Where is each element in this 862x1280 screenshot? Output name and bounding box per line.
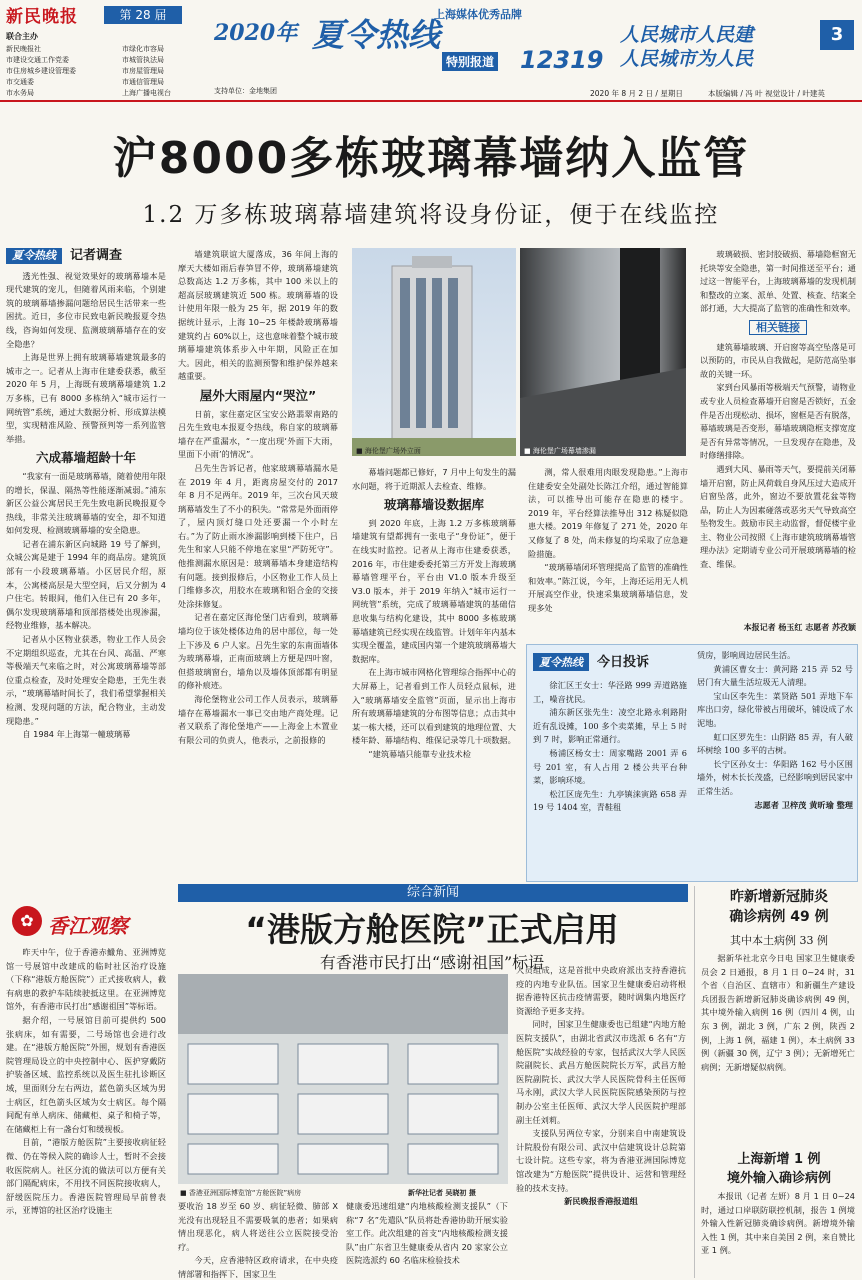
article-column xyxy=(701,1190,855,1276)
complaint-item: 杨浦区杨女士：周家嘴路 2001 弄 6 号 201 室，有人占用 2 楼公共平台种菜，影响环境。 xyxy=(533,747,687,786)
article-column xyxy=(6,946,166,1278)
sponsor: 市绿化市容局 xyxy=(122,45,164,53)
article-column xyxy=(352,466,516,880)
hk-logo-text: 香江观察 xyxy=(48,914,128,938)
page-number: 3 xyxy=(820,20,854,50)
paragraph: 日前，家住嘉定区宝安公路翡翠南路的吕先生致电本报夏令热线，称自家的玻璃幕墙存在严重漏水，“一度出现‘外面下大雨，里面下小雨’的情况”。 xyxy=(178,408,338,460)
complaint-item: 徐汇区王女士：华泾路 999 弄道路施工，噪音扰民。 xyxy=(533,680,687,704)
paragraph: 上海是世界上拥有玻璃幕墙建筑最多的城市之一。记者从上海市住建委获悉，截至 2020 年 5 月，上海既有玻璃幕墙建筑 1.2 万多栋，已有 8000 多栋纳入“城市运行一网统管”系统，通过大数据分析、形成算法模型，实现精准风险、预警预判等一系列监管举措。 xyxy=(6,352,166,444)
editors-credit: 本版编辑 / 冯 叶 视觉设计 / 叶建英 xyxy=(708,89,825,98)
hotline-tag: 夏令热线 xyxy=(6,248,62,264)
paragraph: 要收治 18 岁至 60 岁、病征轻微、肺部 X 光没有出现轻且不需要吸氧的患者；如果病情出现恶化，病人将送往公立医院接受治疗。 xyxy=(178,1201,338,1252)
banner-special: 特别报道 xyxy=(442,52,498,71)
building-photo xyxy=(352,248,516,456)
dateline: 2020 年 8 月 2 日 / 星期日 xyxy=(590,89,683,98)
sponsor: 市城管执法局 xyxy=(122,56,164,64)
complaints-title: 今日投诉 xyxy=(597,655,650,670)
issue-badge: 第 28 届 xyxy=(104,6,182,24)
article-column xyxy=(528,466,688,636)
sponsor: 市建设交通工作党委 xyxy=(6,56,69,64)
complaint-item: 虹口区罗先生：山阴路 85 弄，有人破坏树绘 100 多平的古树。 xyxy=(697,731,853,756)
shanghai-headline: 境外输入确诊病例 xyxy=(726,1171,831,1186)
subheading: 屋外大雨屋内“哭泣” xyxy=(199,387,317,403)
paragraph: 家到台风暴雨等极端天气预警，请物业或专业人员检查幕墙开启窗是否锁好，五金件是否出现松动、损坏，窗框是否有脱落，幕墙玻璃是否变形，幕墙玻璃隐框支撑宽度是否有异常等情况，一旦发现存在隐患，及时修缮排除。 xyxy=(700,382,856,461)
paragraph: 吕先生告诉记者，他家玻璃幕墙漏水是在 2019 年 4 月，距离房屋交付的 2017 年 8 月不足两年。2019 年，三次台风天玻璃幕墙发生了不小的积失。“常常是外面雨停了，屋内顶灯缝口处还要漏一个小时左右。”为了防止雨水渗漏影响到楼下住户，吕先生和家人只能不停地在家里“严防死守”。他推测漏水原因是：玻璃幕墙本身建造结构有问题。接到报修后，小区物业工作人员上门维修多次，用胶水在玻璃和铝合金的交接处涂抹修复。 xyxy=(178,462,338,609)
article-column xyxy=(6,248,166,880)
hk-logo xyxy=(10,904,150,938)
sponsor: 上海广播电视台 xyxy=(122,89,171,97)
caption-text: 香港亚洲国际博览馆“方舱医院”病房 xyxy=(188,1189,302,1197)
photo-caption: ■ 香港亚洲国际博览馆“方舱医院”病房 xyxy=(180,1189,302,1197)
hospital-photo xyxy=(178,974,508,1184)
paragraph: 建筑幕墙玻璃、开启窗等高空坠落是可以预防的，市民从自我做起，是防范高坠事故的关键一环。 xyxy=(700,341,856,379)
byline: 新民晚报香港报道组 xyxy=(564,1196,638,1207)
paragraph: 健康委迅速组建“内地核酸检测支援队”（下称“7 名”先遣队”队员将赴香港协助开展实验室工作。此次组建的首支“内地核酸检测支援队”由广东省卫生健康委从省内 20 家家公立医院选派约 60 名临床检验技术 xyxy=(346,1201,508,1266)
paragraph: 到 2020 年底，上海 1.2 万多栋玻璃幕墙建筑有望都拥有一张电子“身份证”，便于在线实时监控。记者从上海市住建委获悉，2016 年，市住建委委托第三方开发上海玻璃幕墙管理平台，平台由 V1.0 版本升级至 V3.0 版本，并于 2019 年纳入“城市运行一网统管”系统，完成了玻璃幕墙建筑的基础信息收集与结构化建设，其中 8000 多栋玻璃幕墙建筑已经实现在线监管。计划年年内基本实现全覆盖，建成国内第一个建筑玻璃幕墙大数据库。 xyxy=(352,517,516,664)
section-bar: 综合新闻 xyxy=(178,884,688,902)
shanghai-headline: 上海新增 1 例 xyxy=(737,1152,821,1167)
subheading: 玻璃幕墙设数据库 xyxy=(383,497,484,513)
banner-slogan: 人民城市人民建 xyxy=(620,24,754,46)
sponsor: 新民晚报社 xyxy=(6,45,41,53)
sponsor: 市水务局 xyxy=(6,89,34,97)
paragraph: 昨天中午，位于香港赤鱲角、亚洲博览馆一号展馆中改建成的临时社区治疗设施（下称“港版方舱医院”）正式接收病人，截有病患的救护车陆续驶抵这里。在亚洲博览馆外，有香港市民打出“感谢祖国”等标语。 xyxy=(6,947,166,1012)
paragraph: 今天，应香港特区政府请求，在中央疫情部署和指挥下，国家卫生 xyxy=(178,1255,338,1278)
sponsor-title: 联合主办 xyxy=(6,32,38,41)
photo-credit: 新华社记者 吴晓初 摄 xyxy=(408,1189,476,1197)
paragraph: 本报讯（记者 左妍）8 月 1 日 0~24 时，通过口岸联防联控机制，报告 1 例境外输入性新冠肺炎确诊病例。新增境外输入性 1 例，其中来自美国 2 例，来自赞比亚 1 例。 xyxy=(701,1191,855,1256)
covid-headline: 确诊病例 49 例 xyxy=(729,909,829,925)
paragraph: 记者在浦东新区向城路 19 号了解到，众城公寓是建于 1994 年的商品房。建筑顶部有一小段玻璃幕墙。小区居民介绍，原本，公寓楼高层是大型空间，后又分割为 4 户住宅。转眼间，他们入住已有 20 多年，偶尔发现玻璃幕墙和顶部搭楼处出现渗漏，经物业维修，基本解决。 xyxy=(6,538,166,631)
article-column xyxy=(178,1200,338,1278)
banner-brand: 上海媒体优秀品牌 xyxy=(434,8,522,21)
main-headline: 沪8000多栋玻璃幕墙纳入监管 xyxy=(112,133,750,184)
leak-photo xyxy=(520,248,686,456)
article-column xyxy=(178,248,338,880)
paragraph: 据介绍，一号展馆目前可提供约 500 张病床，如有需要，二号场馆也会进行改建。在“港版方舱医院”外围，规划有香港医院管理局设立的中央控制中心、医护穿戴防护装备区域、监控系统以及医生驻扎诊断区域，里面则分左右两边，蓝色箭头区域为男士病区，红色箭头区域为女士病区。每个隔间配有单人病床、储藏柜、桌子和椅子等，在储藏柜上有一盏台灯和缓视板。 xyxy=(6,1014,166,1134)
sponsor: 市通信管理局 xyxy=(122,78,164,86)
banner-year: 2020年 xyxy=(214,20,298,46)
building-illustration xyxy=(352,248,516,456)
complaints-column xyxy=(697,649,853,879)
paragraph: 海伦堡物业公司工作人员表示，玻璃幕墙存在幕墙漏水一事已交由地产商处理。记者又联系了海伦堡地产——上海金上木置业有限公司的负责人，他表示，之前报修的 xyxy=(178,694,338,745)
bauhinia-icon: ✿ xyxy=(12,906,42,936)
paragraph: 据新华社北京今日电 国家卫生健康委员会 2 日通报，8 月 1 日 0~24 时，31 个省（自治区、直辖市）和新疆生产建设兵团报告新增新冠肺炎确诊病例 49 例，其中境外输入病例 16 例（四川 4 例，山东 3 例，湖北 3 例，广东 2 例，陕西 2 例，上海 1 例，福建 1 例），本土病例 33 例（新疆 30 例，辽宁 3 例）；无新增死亡病例；无新增疑似病例。 xyxy=(701,953,855,1072)
banner-hotline: 12319 xyxy=(520,46,604,74)
hotline-tag: 夏令热线 xyxy=(533,653,589,671)
photo-caption: ■ 海伦堡广场外立面 xyxy=(356,447,421,455)
support-unit: 支持单位：金地集团 xyxy=(214,87,277,95)
masthead xyxy=(0,0,862,102)
complaint-item: 浦东新区张先生：凌空北路永利路附近有乱设摊，100 多个卖菜摊，早上 5 时到 7 时，影响正常通行。 xyxy=(533,707,687,745)
hospital-illustration xyxy=(178,974,508,1184)
related-links-title: 相关链接 xyxy=(749,320,807,335)
complaint-item: 黄浦区曹女士：黄河路 215 弄 52 号居门有大量生活垃圾无人清理。 xyxy=(697,663,853,688)
paragraph: 在上海市城市网格化管理综合指挥中心的大屏幕上，记者看到工作人员轻点鼠标，进入“玻璃幕墙安全监管”页面，显示出上海市所有玻璃幕墙建筑的分布图等信息；点击其中某一栋大楼，还可以看到建筑的地理位置、大楼年龄、幕墙结构、维保记录等几十项数据。 xyxy=(352,667,516,746)
paragraph: 测，常人很难用肉眼发现隐患。”上海市住建委安全处副处长陈江介绍，通过智能算法，可以推导出可能存在隐患的楼宇。2019 年，平台经算法推导出 312 栋疑似隐患大楼。2019 年修复了 271 处，2020 年又修复了 8 处，尚未修复的均采取了应急避险措施。 xyxy=(528,467,688,559)
covid-headline: 昨新增新冠肺炎 xyxy=(730,889,828,905)
paragraph: 自 1984 年上海第一幢玻璃幕 xyxy=(22,729,131,740)
covid-column xyxy=(694,886,858,1278)
article-column xyxy=(700,248,856,648)
paragraph: 记者在嘉定区海伦堡门店看到，玻璃幕墙均位于该处楼体边角的居中部位，每一处上下涉及 6 户人家。吕先生家的东南面墙体为玻璃幕墙，正南面玻璃上方便是四叶窗，但搭玻璃窗台，墙角以及墙体顶部都有明显的修补痕迹。 xyxy=(178,612,338,691)
paragraph: 幕墙问题都已修好，7 月中上旬发生的漏水问题，将于近期派人去检查、维修。 xyxy=(352,467,516,491)
banner-slogan: 人民城市为人民 xyxy=(620,48,754,70)
complaints-box xyxy=(526,644,858,882)
article-column xyxy=(346,1200,508,1278)
sponsor: 市住房城乡建设管理委 xyxy=(6,67,76,75)
complaint-item: 宝山区李先生：菜贤路 501 弄地下车库出口旁，绿化带被占用破坏，铺设成了水泥地。 xyxy=(697,690,853,728)
paragraph: “玻璃幕墙闭环管理提高了监管的准确性和效率。”陈江说，今年，上海还运用无人机开展高空作业，快速采集玻璃幕墙信息，发现多处 xyxy=(528,562,688,613)
paragraph: 目前，“港版方舱医院”主要接收病征轻微、仍在等候入院的确诊人士，暂时不会接收医院病人。社区分流的做法可以方便有关部门隔配病床，不用找不同医院接收病人，舒缓医院压力。香港医院管理局早前曾表示，亚博馆的社区治疗设施主 xyxy=(6,1137,166,1216)
paragraph: “我家有一面是玻璃幕墙，随着使用年限的增长，保温、隔热等性能逐渐减弱。”浦东新区公益公寓居民王先生致电新民晚报夏令热线，非常关注玻璃幕墙的安全，却不知道如何发现、检测玻璃幕墙的安全隐患。 xyxy=(6,470,166,536)
sub-headline: 1.2 万多栋玻璃幕墙建筑将设身份证，便于在线监控 xyxy=(142,202,720,228)
complaint-item: 长宁区孙女士：华阳路 162 号小区围墙外，树木长长茂盛，已经影响到居民家中正常生活。 xyxy=(697,758,853,796)
paragraph: 同时，国家卫生健康委也已组建“内地方舱医院支援队”，由湖北省武汉市选派 6 名有“方舱医院”实战经验的专家，包括武汉大学人民医院副院长、武昌方舱医院院长万军，武昌方舱医院副院长、武汉大学人民医院骨科主任医师马永刚，武汉大学人民医院医院感染预防与控制办公室主任医师、武汉大学人民医院护理部副主任刘莉。 xyxy=(516,1019,686,1125)
covid-subheadline: 其中本土病例 33 例 xyxy=(730,934,828,947)
sponsor: 市交通委 xyxy=(6,78,34,86)
paragraph: 墙建筑联谊大厦落成，36 年间上海的摩天大楼如雨后春笋冒不停，玻璃幕墙建筑总数高达 1.2 万多栋，其中 100 米以上的超高层玻璃建筑近 500 栋。玻璃幕墙的设计使用年限一般为 25 年，据 2019 年的数据统计显示，上海 10~25 年楼龄玻璃幕墙建筑约占 60%以上，这也意味着整个城市玻璃幕墙建筑体系步入中年期，风险正在加大。因此，相关的监测预警和维护保养越来越重要。 xyxy=(178,249,338,382)
paragraph: 遇到大风、暴雨等天气，要提前关闭幕墙开启窗，防止风荷载自身风压过大造成开启窗坠落，此外，窗边不要放置花盆等物品，防止人为因素碰落或恶劣天气导致高空坠物发生。鼓励市民主动监督，督促楼宇业主、物业公司按照《上海市建筑玻璃幕墙管理办法》定期请专业公司开展玻璃幕墙的检查、维保。 xyxy=(700,463,856,570)
complaint-item: 赁房，影响周边居民生活。 xyxy=(697,650,796,660)
hk-subheadline: 有香港市民打出“感谢祖国”标语 xyxy=(319,953,545,972)
caption-text: 海伦堡广场外立面 xyxy=(364,447,421,455)
photo-caption: ■ 海伦堡广场幕墙渗漏 xyxy=(524,447,596,455)
paragraph: 人员组成，这是首批中央政府派出支持香港抗疫的内地专业队伍。国家卫生健康委启动将根据香港特区抗击疫情需要，随时调集内地医疗资源给予更多支持。 xyxy=(516,965,686,1016)
sponsor: 市房屋管理局 xyxy=(122,67,164,75)
article-column xyxy=(701,952,855,1142)
window-illustration xyxy=(520,248,686,456)
byline: 本报记者 杨玉红 志愿者 苏孜颖 xyxy=(743,623,856,632)
paragraph: 记者从小区物业获悉，物业工作人员会不定期组织巡查，尤其在台风、高温、严寒等极端天气来临之时，对公寓玻璃幕墙等部位重点检查，及时处理安全隐患，王先生表示，“玻璃幕墙时间长了，我们希望掌握相关检测、发现问题的方法，配合物业，主动发现隐患。” xyxy=(6,634,166,726)
hk-headline: “港版方舱医院”正式启用 xyxy=(245,910,619,949)
hotline-banner xyxy=(214,2,814,82)
byline: 志愿者 卫梓茂 黄昕瑜 整理 xyxy=(754,799,853,810)
banner-season: 夏令热线 xyxy=(312,16,441,54)
caption-text: 海伦堡广场幕墙渗漏 xyxy=(532,447,596,455)
subheading: 六成幕墙超龄十年 xyxy=(35,450,136,466)
complaint-item: 松江区庞先生：九亭镇涞寅路 658 弄 19 号 1404 室，青鞋租 xyxy=(533,788,687,813)
paragraph: 玻璃破损、密封胶破损、幕墙隐框窗无托块等安全隐患，第一时间推送至平台；通过这一智能平台，上海玻璃幕墙的发现机制和整改的立案、派单、处置、核查、结案全部打通，大大提高了监管的准确性和效率。 xyxy=(700,249,856,314)
section-label: 记者调查 xyxy=(70,248,123,263)
paragraph: “建筑幕墙只能靠专业技术检 xyxy=(368,748,471,759)
paragraph: 支援队另两位专家，分别来自中南建筑设计院股份有限公司、武汉中信建筑设计总院第七设计院。这些专家，将为香港亚洲国际博览馆改建为“方舱医院”提供设计、运营和管理经验的技术支持。 xyxy=(516,1128,686,1193)
newspaper-logo: 新民晚报 xyxy=(6,7,78,27)
complaints-column xyxy=(533,679,687,877)
paragraph: 透光性强、视觉效果好的玻璃幕墙本是现代建筑的宠儿，但随着风雨来临，个别建筑的玻璃幕墙掺漏问题给居民生活带来一些困扰。近日，多位市民致电新民晚报夏令热线，咨询如何发现、监测玻璃幕墙存在的安全隐患？ xyxy=(6,270,166,349)
article-column xyxy=(516,964,686,1278)
